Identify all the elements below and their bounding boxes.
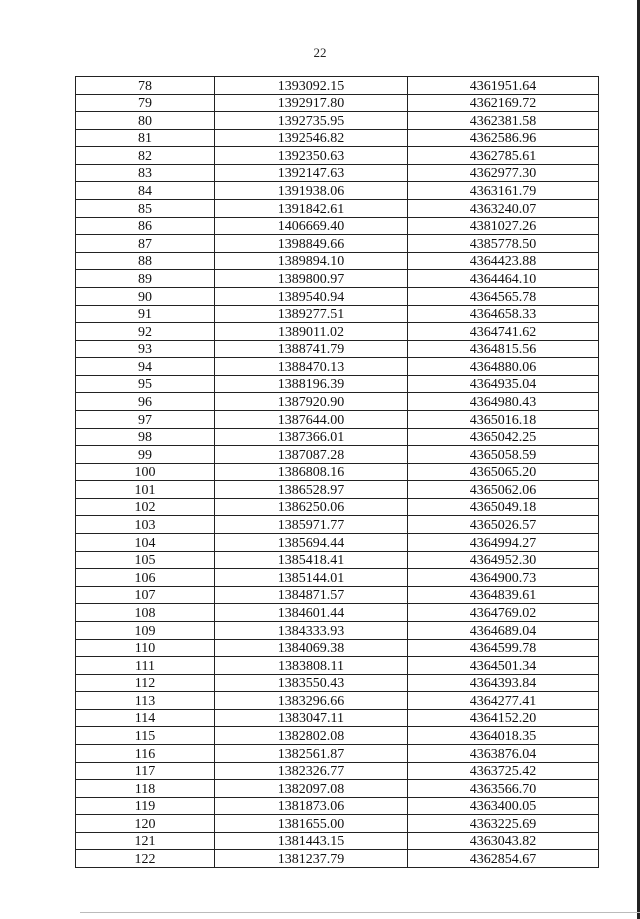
- table-row: [76, 832, 599, 850]
- point-number-cell: 119: [76, 797, 215, 815]
- table-row: [76, 657, 599, 675]
- table-row: [76, 569, 599, 587]
- y-coordinate-cell: 4364018.35: [408, 727, 599, 745]
- point-number-cell: 117: [76, 762, 215, 780]
- x-coordinate-cell: 1383550.43: [215, 674, 408, 692]
- table-row: [76, 77, 599, 95]
- table-row: [76, 481, 599, 499]
- point-number-cell: 88: [76, 252, 215, 270]
- y-coordinate-cell: 4365042.25: [408, 428, 599, 446]
- table-row: [76, 674, 599, 692]
- table-row: [76, 200, 599, 218]
- point-number-cell: 121: [76, 832, 215, 850]
- x-coordinate-cell: 1389800.97: [215, 270, 408, 288]
- y-coordinate-cell: 4364769.02: [408, 604, 599, 622]
- table-row: [76, 323, 599, 341]
- point-number-cell: 112: [76, 674, 215, 692]
- x-coordinate-cell: 1384871.57: [215, 586, 408, 604]
- x-coordinate-cell: 1392147.63: [215, 164, 408, 182]
- x-coordinate-cell: 1389011.02: [215, 323, 408, 341]
- y-coordinate-cell: 4364423.88: [408, 252, 599, 270]
- y-coordinate-cell: 4362169.72: [408, 94, 599, 112]
- x-coordinate-cell: 1382561.87: [215, 744, 408, 762]
- y-coordinate-cell: 4364839.61: [408, 586, 599, 604]
- x-coordinate-cell: 1383047.11: [215, 709, 408, 727]
- x-coordinate-cell: 1387920.90: [215, 393, 408, 411]
- point-number-cell: 86: [76, 217, 215, 235]
- table-row: [76, 692, 599, 710]
- point-number-cell: 90: [76, 287, 215, 305]
- point-number-cell: 92: [76, 323, 215, 341]
- table-row: [76, 551, 599, 569]
- table-row: [76, 463, 599, 481]
- point-number-cell: 104: [76, 534, 215, 552]
- x-coordinate-cell: 1393092.15: [215, 77, 408, 95]
- x-coordinate-cell: 1387366.01: [215, 428, 408, 446]
- table-row: [76, 129, 599, 147]
- y-coordinate-cell: 4364464.10: [408, 270, 599, 288]
- y-coordinate-cell: 4364565.78: [408, 287, 599, 305]
- point-number-cell: 113: [76, 692, 215, 710]
- point-number-cell: 122: [76, 850, 215, 868]
- point-number-cell: 110: [76, 639, 215, 657]
- y-coordinate-cell: 4364980.43: [408, 393, 599, 411]
- y-coordinate-cell: 4364501.34: [408, 657, 599, 675]
- point-number-cell: 115: [76, 727, 215, 745]
- point-number-cell: 98: [76, 428, 215, 446]
- y-coordinate-cell: 4365026.57: [408, 516, 599, 534]
- x-coordinate-cell: 1391938.06: [215, 182, 408, 200]
- y-coordinate-cell: 4363566.70: [408, 780, 599, 798]
- point-number-cell: 83: [76, 164, 215, 182]
- point-number-cell: 114: [76, 709, 215, 727]
- y-coordinate-cell: 4365016.18: [408, 410, 599, 428]
- y-coordinate-cell: 4365062.06: [408, 481, 599, 499]
- x-coordinate-cell: 1386808.16: [215, 463, 408, 481]
- scan-bottom-line: [80, 912, 640, 913]
- point-number-cell: 81: [76, 129, 215, 147]
- x-coordinate-cell: 1384601.44: [215, 604, 408, 622]
- point-number-cell: 85: [76, 200, 215, 218]
- point-number-cell: 93: [76, 340, 215, 358]
- table-row: [76, 340, 599, 358]
- table-row: [76, 147, 599, 165]
- coordinates-table-body: [76, 77, 599, 868]
- point-number-cell: 101: [76, 481, 215, 499]
- y-coordinate-cell: 4362586.96: [408, 129, 599, 147]
- y-coordinate-cell: 4364599.78: [408, 639, 599, 657]
- x-coordinate-cell: 1406669.40: [215, 217, 408, 235]
- point-number-cell: 96: [76, 393, 215, 411]
- x-coordinate-cell: 1386528.97: [215, 481, 408, 499]
- y-coordinate-cell: 4364880.06: [408, 358, 599, 376]
- y-coordinate-cell: 4365065.20: [408, 463, 599, 481]
- y-coordinate-cell: 4363240.07: [408, 200, 599, 218]
- y-coordinate-cell: 4364935.04: [408, 375, 599, 393]
- x-coordinate-cell: 1382097.08: [215, 780, 408, 798]
- table-row: [76, 358, 599, 376]
- point-number-cell: 111: [76, 657, 215, 675]
- table-row: [76, 287, 599, 305]
- x-coordinate-cell: 1385971.77: [215, 516, 408, 534]
- table-row: [76, 182, 599, 200]
- y-coordinate-cell: 4363161.79: [408, 182, 599, 200]
- table-row: [76, 621, 599, 639]
- point-number-cell: 82: [76, 147, 215, 165]
- x-coordinate-cell: 1387644.00: [215, 410, 408, 428]
- table-row: [76, 94, 599, 112]
- x-coordinate-cell: 1381655.00: [215, 815, 408, 833]
- table-row: [76, 850, 599, 868]
- y-coordinate-cell: 4364689.04: [408, 621, 599, 639]
- table-row: [76, 762, 599, 780]
- x-coordinate-cell: 1388741.79: [215, 340, 408, 358]
- point-number-cell: 89: [76, 270, 215, 288]
- point-number-cell: 100: [76, 463, 215, 481]
- x-coordinate-cell: 1383808.11: [215, 657, 408, 675]
- y-coordinate-cell: 4364994.27: [408, 534, 599, 552]
- point-number-cell: 78: [76, 77, 215, 95]
- table-row: [76, 393, 599, 411]
- y-coordinate-cell: 4364952.30: [408, 551, 599, 569]
- y-coordinate-cell: 4381027.26: [408, 217, 599, 235]
- y-coordinate-cell: 4364900.73: [408, 569, 599, 587]
- table-row: [76, 797, 599, 815]
- x-coordinate-cell: 1382802.08: [215, 727, 408, 745]
- point-number-cell: 91: [76, 305, 215, 323]
- point-number-cell: 87: [76, 235, 215, 253]
- table-row: [76, 498, 599, 516]
- x-coordinate-cell: 1392350.63: [215, 147, 408, 165]
- table-row: [76, 639, 599, 657]
- y-coordinate-cell: 4364277.41: [408, 692, 599, 710]
- x-coordinate-cell: 1385144.01: [215, 569, 408, 587]
- y-coordinate-cell: 4364152.20: [408, 709, 599, 727]
- y-coordinate-cell: 4364815.56: [408, 340, 599, 358]
- table-row: [76, 252, 599, 270]
- point-number-cell: 80: [76, 112, 215, 130]
- x-coordinate-cell: 1392735.95: [215, 112, 408, 130]
- page-number: 22: [313, 45, 327, 60]
- table-row: [76, 375, 599, 393]
- table-row: [76, 305, 599, 323]
- table-row: [76, 534, 599, 552]
- x-coordinate-cell: 1391842.61: [215, 200, 408, 218]
- point-number-cell: 103: [76, 516, 215, 534]
- x-coordinate-cell: 1384333.93: [215, 621, 408, 639]
- table-row: [76, 270, 599, 288]
- x-coordinate-cell: 1398849.66: [215, 235, 408, 253]
- y-coordinate-cell: 4364741.62: [408, 323, 599, 341]
- point-number-cell: 95: [76, 375, 215, 393]
- x-coordinate-cell: 1388196.39: [215, 375, 408, 393]
- table-row: [76, 586, 599, 604]
- x-coordinate-cell: 1389894.10: [215, 252, 408, 270]
- point-number-cell: 118: [76, 780, 215, 798]
- x-coordinate-cell: 1381237.79: [215, 850, 408, 868]
- point-number-cell: 84: [76, 182, 215, 200]
- x-coordinate-cell: 1385418.41: [215, 551, 408, 569]
- table-row: [76, 744, 599, 762]
- table-row: [76, 815, 599, 833]
- coordinates-table: [75, 76, 599, 868]
- y-coordinate-cell: 4362381.58: [408, 112, 599, 130]
- table-row: [76, 604, 599, 622]
- point-number-cell: 120: [76, 815, 215, 833]
- x-coordinate-cell: 1381443.15: [215, 832, 408, 850]
- x-coordinate-cell: 1389277.51: [215, 305, 408, 323]
- y-coordinate-cell: 4363725.42: [408, 762, 599, 780]
- y-coordinate-cell: 4364658.33: [408, 305, 599, 323]
- x-coordinate-cell: 1385694.44: [215, 534, 408, 552]
- x-coordinate-cell: 1387087.28: [215, 446, 408, 464]
- x-coordinate-cell: 1381873.06: [215, 797, 408, 815]
- table-row: [76, 112, 599, 130]
- y-coordinate-cell: 4363225.69: [408, 815, 599, 833]
- point-number-cell: 102: [76, 498, 215, 516]
- point-number-cell: 99: [76, 446, 215, 464]
- y-coordinate-cell: 4362977.30: [408, 164, 599, 182]
- table-row: [76, 709, 599, 727]
- x-coordinate-cell: 1392917.80: [215, 94, 408, 112]
- y-coordinate-cell: 4363043.82: [408, 832, 599, 850]
- y-coordinate-cell: 4365058.59: [408, 446, 599, 464]
- table-row: [76, 164, 599, 182]
- point-number-cell: 79: [76, 94, 215, 112]
- y-coordinate-cell: 4362854.67: [408, 850, 599, 868]
- x-coordinate-cell: 1392546.82: [215, 129, 408, 147]
- table-row: [76, 410, 599, 428]
- point-number-cell: 94: [76, 358, 215, 376]
- y-coordinate-cell: 4385778.50: [408, 235, 599, 253]
- table-row: [76, 428, 599, 446]
- x-coordinate-cell: 1386250.06: [215, 498, 408, 516]
- x-coordinate-cell: 1388470.13: [215, 358, 408, 376]
- y-coordinate-cell: 4362785.61: [408, 147, 599, 165]
- point-number-cell: 116: [76, 744, 215, 762]
- point-number-cell: 107: [76, 586, 215, 604]
- x-coordinate-cell: 1384069.38: [215, 639, 408, 657]
- table-row: [76, 446, 599, 464]
- x-coordinate-cell: 1383296.66: [215, 692, 408, 710]
- table-row: [76, 727, 599, 745]
- point-number-cell: 106: [76, 569, 215, 587]
- point-number-cell: 109: [76, 621, 215, 639]
- x-coordinate-cell: 1382326.77: [215, 762, 408, 780]
- table-row: [76, 235, 599, 253]
- y-coordinate-cell: 4361951.64: [408, 77, 599, 95]
- table-row: [76, 217, 599, 235]
- point-number-cell: 105: [76, 551, 215, 569]
- y-coordinate-cell: 4364393.84: [408, 674, 599, 692]
- table-row: [76, 516, 599, 534]
- y-coordinate-cell: 4363876.04: [408, 744, 599, 762]
- point-number-cell: 108: [76, 604, 215, 622]
- table-row: [76, 780, 599, 798]
- point-number-cell: 97: [76, 410, 215, 428]
- x-coordinate-cell: 1389540.94: [215, 287, 408, 305]
- y-coordinate-cell: 4363400.05: [408, 797, 599, 815]
- y-coordinate-cell: 4365049.18: [408, 498, 599, 516]
